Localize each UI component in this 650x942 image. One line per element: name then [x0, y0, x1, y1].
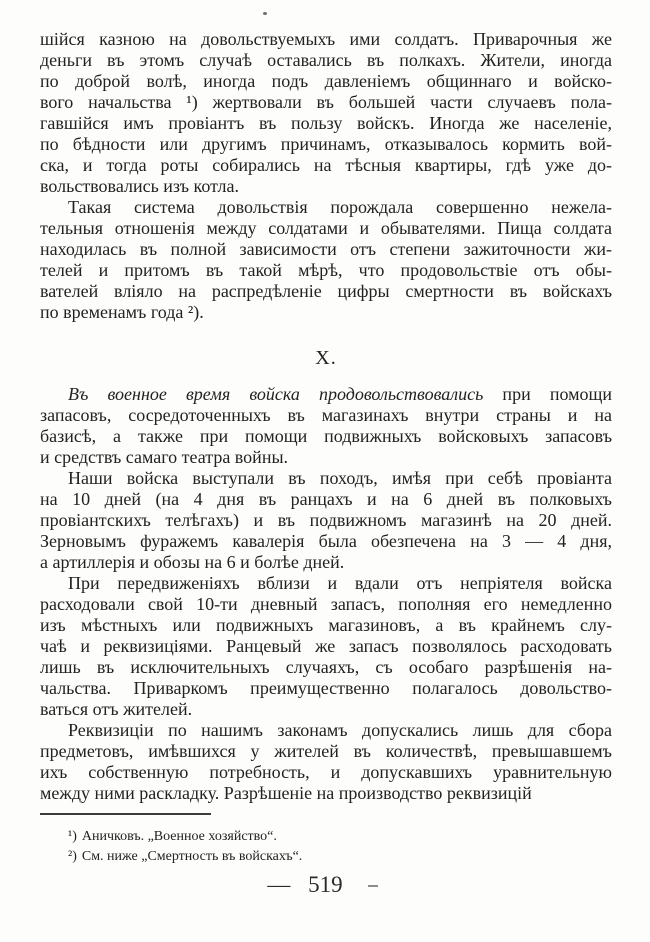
text-line: Такая система довольствія порождала совершенно нежела-: [68, 197, 612, 217]
text-line: между ними раскладку. Разрѣшеніе на производство реквизицій: [40, 783, 532, 803]
footnotes: [40, 827, 612, 867]
text-line: При передвиженіяхъ вблизи и вдали отъ непріятеля войска: [68, 573, 612, 593]
text-line: запасовъ, сосредоточенныхъ въ магазинахъ внутри страны и на: [40, 405, 612, 425]
text-line: находилась въ полной зависимости отъ степени зажиточности жи-: [40, 239, 612, 259]
paragraph: [40, 720, 612, 804]
text-line: шійся казною на довольствуемыхъ ими солдатъ. Приварочныя же: [40, 29, 612, 49]
text-line: чаѣ и реквизиціями. Ранцевый же запасъ позволялось расходовать: [40, 636, 612, 656]
text-line: расходовали свой 10-ти дневный запасъ, пополняя его немедленно: [40, 594, 612, 614]
page-number: — 519: [267, 872, 343, 897]
text-line: тельныя отношенія между солдатами и обывателями. Пища солдата: [40, 218, 612, 238]
paragraph: [40, 468, 612, 573]
text-line: изъ мѣстныхъ или подвижныхъ магазиновъ, а въ крайнемъ слу-: [40, 615, 612, 635]
footnote-2-marker: ²): [68, 849, 77, 864]
text-line: Реквизиціи по нашимъ законамъ допускались лишь для сбора: [68, 720, 612, 740]
paragraph: [40, 573, 612, 720]
text-line: по бѣдности или другимъ причинамъ, отказывалось кормить вой-: [40, 134, 612, 154]
text-line: Наши войска выступали въ походъ, имѣя при себѣ провіанта: [68, 468, 612, 488]
text-line: Зерновымъ фуражемъ кавалерія была обезпечена на 3 — 4 дня,: [40, 531, 612, 551]
text-line: вольствовались изъ котла.: [40, 176, 240, 196]
text-line: по временамъ года ²).: [40, 302, 204, 322]
text-line: вателей вліяло на распредѣленіе цифры смертности въ войскахъ: [40, 281, 612, 301]
text-line: провіантскихъ телѣгахъ) и въ подвижномъ магазинѣ на 20 дней.: [40, 510, 612, 530]
text-line: и средствъ самаго театра войны.: [40, 447, 289, 467]
scan-speck-dash: [368, 885, 378, 887]
text-line: [40, 384, 612, 405]
text-line: вого начальства ¹) жертвовали въ большей части случаевъ пола-: [40, 92, 612, 112]
text-block: [40, 29, 612, 804]
section-heading: X.: [315, 347, 337, 369]
italic-text: Въ военное время войска продовольствовались: [68, 384, 484, 404]
text-line: чальства. Приваркомъ преимущественно полагалось довольство-: [40, 678, 612, 698]
text-line: по доброй волѣ, иногда подъ давленіемъ общиннаго и войско-: [40, 71, 612, 91]
text-line: ска, и тогда роты собирались на тѣсныя квартиры, гдѣ уже до-: [40, 155, 612, 175]
paragraph: [40, 384, 612, 468]
text-line: гавшійся имъ провіантъ въ пользу войскъ. Иногда же населеніе,: [40, 113, 612, 133]
paragraph: [40, 197, 612, 323]
text-line: а артиллерія и обозы на 6 и болѣе дней.: [40, 552, 345, 572]
text-line: на 10 дней (на 4 дня въ ранцахъ и на 6 дней въ полковыхъ: [40, 489, 612, 509]
text-line: базисѣ, а также при помощи подвижныхъ войсковыхъ запасовъ: [40, 426, 612, 446]
scan-speck-dot: [263, 12, 267, 15]
regular-text: при помощи: [483, 384, 612, 404]
text-line: деньги въ этомъ случаѣ оставались въ полкахъ. Жители, иногда: [40, 50, 612, 70]
footnote-1-marker: ¹): [68, 829, 77, 844]
footnote-separator: [40, 813, 211, 815]
text-line: телей и притомъ въ такой мѣрѣ, что продовольствіе отъ обы-: [40, 260, 612, 280]
footnote-1: [40, 827, 612, 847]
text-line: ваться отъ жителей.: [40, 699, 193, 719]
paragraph: [40, 29, 612, 197]
text-line: лишь въ исключительныхъ случаяхъ, съ особаго разрѣшенія на-: [40, 657, 612, 677]
text-line: предметовъ, имѣвшихся у жителей въ количествѣ, превышавшемъ: [40, 741, 612, 761]
text-line: ихъ собственную потребность, и допускавшихъ уравнительную: [40, 762, 612, 782]
footnote-2-text: См. ниже „Смертность въ войскахъ“.: [81, 849, 303, 864]
footnote-2: [40, 847, 612, 867]
footnote-1-text: Аничковъ. „Военное хозяйство“.: [81, 829, 277, 844]
